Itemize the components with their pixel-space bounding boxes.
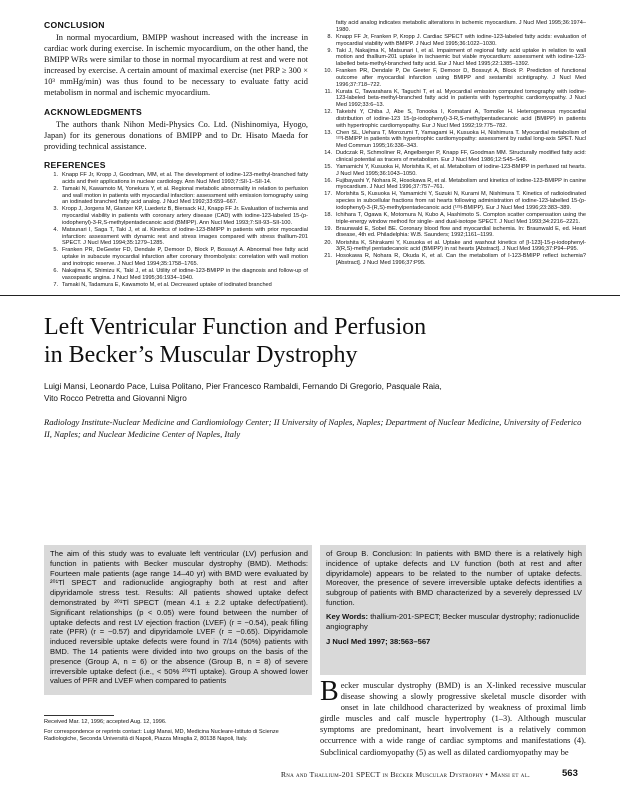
authors-line-2: Vito Rocco Petretta and Giovanni Nigro (44, 393, 187, 403)
page-number: 563 (562, 768, 578, 779)
reference-number: 6. (53, 267, 58, 274)
reference-text: Taki J, Nakajima K, Matsunari I, et al. Impairment of regional fatty acid uptake in relation to wall motion and thallium-201 uptake in ischaemic but viable myocardium: assessment with iodine-123-labelled beta-methyl-branched fatty acid. Eur J Nucl Med 1995;22:1385–1392. (336, 47, 586, 67)
reference-item (318, 34, 586, 47)
reference-number: 19. (324, 225, 332, 232)
reference-text: Tamaki N, Tadamura E, Kawamoto M, et al. Decreased uptake of iodinated branched (62, 281, 272, 288)
reference-number: 15. (324, 163, 332, 170)
reference-item (318, 191, 586, 211)
footnote-rule (44, 715, 114, 716)
reference-text: Knapp FF Jr, Franken P, Kropp J. Cardiac SPECT with iodine-123-labeled fatty acids: evaluation of myocardial viability with BMIPP. J Nucl Med 1995;36:1022–1030. (336, 33, 586, 47)
abstract-text-right: of Group B. Conclusion: In patients with BMD there is a relatively high incidence of uptake defects and LV function (both at rest and after dipyridamole) appears to be related to the number of uptake defects. Moreover, the presence of severe irreversible uptake defects identifies a subgroup of patients with BMD characterized by a severely depressed LV function. (326, 549, 582, 607)
authors-line-1: Luigi Mansi, Leonardo Pace, Luisa Politano, Pier Francesco Rambaldi, Fernando Di Gregorio, Pasquale Raia, (44, 382, 442, 391)
right-column (318, 20, 586, 267)
abstract-box-right (320, 545, 586, 675)
reference-item (318, 68, 586, 88)
reference-number: 10. (324, 68, 332, 75)
reference-number (318, 20, 336, 33)
reference-number: 17. (324, 191, 332, 198)
reference-number: 11. (324, 88, 332, 95)
reference-number: 20. (324, 239, 332, 246)
reference-number: 9. (327, 47, 332, 54)
author-list (44, 381, 584, 404)
reference-number: 3. (53, 206, 58, 213)
reference-text: Takeishi Y, Chiba J, Abe S, Tonooka I, Komatani A, Tomoike H. Heterogeneous myocardial distribution of iodine-123 15-(p-iodophenyl)-3-R,S-methylpentadecanoic acid (BMIPP) in patients with hypertrophic cardiomyopathy. Eur J Nucl Med 1992;19:775–782. (336, 109, 586, 129)
acknowledgments-heading: ACKNOWLEDGMENTS (44, 107, 143, 117)
references-list-left (44, 172, 308, 288)
reference-number: 16. (324, 177, 332, 184)
reference-item (318, 253, 586, 266)
keywords-text: thallium-201-SPECT; Becker muscular dystrophy; radionuclide angiography (326, 611, 580, 631)
title-line-2: in Becker’s Muscular Dystrophy (44, 342, 358, 368)
reference-number: 5. (53, 247, 58, 254)
received-dates: Received Mar. 12, 1996; accepted Aug. 12, 1996. (44, 719, 167, 725)
acknowledgments-text: The authors thank Nihon Medi-Physics Co. Ltd. (Nishinomiya, Hyogo, Japan) for its generous donations of BMIPP and to Dr. Hisato Maeda for providing technical assistance. (44, 120, 308, 151)
keywords-label: Key Words: (326, 611, 369, 621)
reference-text: Braunwald E, Sobel BE. Coronary blood flow and myocardial ischemia. In: Braunwald E, ed. Heart disease, 4th ed. Philadelphia: W.B. Saunders; 1992;1161–1199. (336, 225, 586, 239)
reference-item (44, 206, 308, 226)
abstract-text-left: The aim of this study was to evaluate left ventricular (LV) perfusion and function in patients with Becker muscular dystrophy (BMD). Methods: Fourteen male patients (age range 14–40 yr) with BMD were evaluated by ²⁰¹Tl SPECT and radionuclide angiography both at rest and after dipyridamole stress test. Results: All patients showed uptake defect demonstrated by ²⁰¹Tl SPECT (mean 4.1 ± 2.2 uptake defect/patient). Significant relationships (p < 0.05) were found between the number of uptake defects and rest LV ejection fraction (LVEF) (r = −0.54), peak filling rate (PFR) (r = −0.57) and dipyridamole LVEF (r = −0.65). Dipyridamole induced reversible uptake defects were found in 7/14 (50%) patients with BMD. The 14 patients were divided into two groups on the basis of the presence (Group A, n = 6) or the absence (Group B, n = 8) of severe irreversible uptake defect (i.e., < 50% ²⁰¹Tl uptake). Group A showed lower values of PFR and LVEF when compared to patients (50, 549, 308, 686)
reference-text: Franken PR, DeGeeter FD, Dendale P, Demoor D, Block P, Bossuyt A. Abnormal free fatty acid uptake in subacute myocardial infarction after coronary thrombolysis: correlation with wall motion and inotropic reserve. J Nucl Med 1994;35:1758–1765. (62, 247, 308, 267)
reference-item (318, 240, 586, 253)
reference-item (44, 282, 308, 289)
reference-text: Ichihara T, Ogawa K, Motomura N, Kubo A, Hashimoto S. Compton scatter compensation using the triple-energy window method for single- and dual-isotope SPECT. J Nucl Med 1993;34:2216–2221. (336, 211, 586, 225)
reference-number: 21. (324, 253, 332, 260)
journal-citation: J Nucl Med 1997; 38:563–567 (326, 637, 431, 647)
conclusion-heading: CONCLUSION (44, 20, 105, 30)
footnote (44, 719, 306, 742)
reference-number: 1. (53, 172, 58, 178)
introduction-paragraph (320, 676, 586, 758)
reference-number: 18. (324, 211, 332, 218)
reference-text: Matsunari I, Saga T, Taki J, et al. Kinetics of iodine-123-BMIPP in patients with prior myocardial infarction: assessment with dynamic rest and stress images compared with stress thallium-201 SPECT. J Nucl Med 1994;35:1279–1285. (62, 226, 308, 247)
reference-text: Chen SL, Uehara T, Morozumi T, Yamagami H, Kusuoka H, Nishimura T. Myocardial metabolism of ¹²³I-BMIPP in patients with hypertrophic cardiomyopathy: assessment by radial long-axis SPET. Nucl Med Commun 1995;16:336–343. (336, 129, 586, 149)
reference-item (318, 212, 586, 225)
reference-text: Dudczak R, Schmoliner R, Angelberger P, Knapp FF, Goodman MM. Structurally modified fatty acid: clinical potential as tracers of metabolism. Eur J Nucl Med 1986;12:S45–S48. (336, 150, 586, 163)
introduction-text: ecker muscular dystrophy (BMD) is an X-linked recessive muscular disease showing a slowly progressive skeletal muscle disorder with onset in late childhood characterized by weakness of proximal limb girdle muscles and calf muscle hypertrophy (1–3). Although muscular symptoms are predominant, heart involvement is a relatively common occurrence with a wide range of cardiac symptoms and manifestations (4). Subclinical cardiomyopathy (5) as well as dilated cardiomyopathy may be (320, 681, 586, 757)
reference-item (318, 130, 586, 150)
reference-text: Kropp J, Jorgens M, Glanzer KP, Luederiz B, Biersack HJ, Knapp FF Jr. Evaluation of ischemia and myocardial viability in patients with coronary artery disease (CAD) with iodine-123-labeled 15-(p-iodophenyl)-3-R,S-methylpentadecanoic acid (BMIPP). Ann Nucl Med 1993;7:SII-93–SII-100. (62, 206, 308, 226)
reference-item (318, 20, 586, 33)
reference-item (318, 178, 586, 191)
reference-text: Tamaki N, Kawamoto M, Yonekura Y, et al. Regional metabolic abnormality in relation to perfusion and wall motion in patients with myocardial infarction: assessment with emission tomography using an iodinated branched fatty acid analog. J Nucl Med 1992;33:659–667. (62, 185, 308, 206)
reference-item (318, 164, 586, 177)
reference-item (44, 268, 308, 281)
reference-number: 2. (53, 185, 58, 192)
reference-item (318, 150, 586, 163)
reference-number: 4. (53, 226, 58, 233)
reference-text: Knapp FF Jr, Kropp J, Goodman, MM, et al. The development of iodine-123-methyl-branched fatty acids and their applications in nuclear cardiology. Ann Nucl Med 1993;7:SII-1–SII-14. (62, 172, 308, 185)
reference-text: Hosokawa R, Nohara R, Okuda K, et al. Can the metabolism of I-123-BMIPP reflect ischemia? [Abstract]. J Nucl Med 1996;37:P95. (336, 253, 586, 267)
keywords (326, 612, 582, 632)
title-line-1: Left Ventricular Function and Perfusion (44, 314, 427, 340)
reference-text: fatty acid analog indicates metabolic alterations in ischemic myocardium. J Nucl Med 1995;36:1974–1980. (336, 20, 586, 33)
section-divider (0, 295, 620, 296)
reference-text: Fujibayashi Y, Nohara R, Hosokawa R, et al. Metabolism and kinetics of iodine-123-BMIPP in canine myocardium. J Nucl Med 1996;37:757–761. (336, 177, 586, 191)
reference-item (44, 247, 308, 267)
reference-number: 8. (327, 33, 332, 40)
reference-item (318, 89, 586, 109)
reference-text: Franken PR, Dendale P, De Geeter F, Demoor D, Bossuyt A, Block P. Prediction of functional outcome after myocardial infarction using BMIPP and sestamibi scintigraphy. J Nucl Med 1996;37:718–722. (336, 68, 586, 88)
reference-item (318, 226, 586, 239)
reference-text: Kurata C, Tawarahara K, Taguchi T, et al. Myocardial emission computed tomography with iodine-123-labeled beta-methyl-branched fatty acid in patients with hypertrophic cardiomyopathy. J Nucl Med 1992;33:6–13. (336, 88, 586, 108)
reference-text: Morishita S, Kusuoka H, Yamamichi Y, Suzuki N, Kurami M, Nishimura T. Kinetics of radioiodinated species in subcellular fractions from rat hearts following administration of iodine-123-labelled 15-(p-iodophenyl)-3-(R,S)-methylpentadecanoic acid (¹²³I-BMIPP). Eur J Nucl Med 1996;23:383–389. (336, 191, 586, 211)
reference-number: 13. (324, 129, 332, 136)
references-list-right (318, 20, 586, 267)
reference-text: Morishita K, Shirakami Y, Kusuoka et al. Uptake and washout kinetics of [I-123]-15-p-iodophenyl-3(R,S)-methyl pentadecanoic acid (BMIPP) in rat hearts [Abstract]. J Nucl Med 1996;37:P94–P95. (336, 239, 586, 253)
reference-number: 14. (324, 150, 332, 157)
correspondence-note: For correspondence or reprints contact: Luigi Mansi, MD, Medicina Nucleare-Istituto di Scienze Radiologiche, Seconda Università di Napoli, Piazza Miraglia 2, 80138 Napoli, Italy. (44, 728, 279, 742)
conclusion-text: In normal myocardium, BMIPP washout increased with the increase in cardiac work during exercise. In ischemic myocardium, on the other hand, the BMIPP WRs were similar to those in normal myocardium at rest and were not increased by exercise. A certain amount of maximal exercise (net PRP ≥ 300 × 10³ mmHg/min) was thus found to be necessary to evaluate fatty acid metabolism in normal and ischemic myocardium. (44, 33, 308, 97)
reference-number: 12. (324, 109, 332, 116)
affiliation: Radiology Institute-Nuclear Medicine and Cardiomiology Center; II University of Naples, Naples; Department of Nuclear Medicine, University of Federico II, Naples; and Nuclear Medicine Center of Naples, Italy (44, 417, 582, 439)
reference-text: Nakajima K, Shimizu K, Taki J, et al. Utility of iodine-123-BMIPP in the diagnosis and follow-up of vasospastic angina. J Nucl Med 1995;36:1934–1940. (62, 267, 308, 281)
reference-item (44, 186, 308, 206)
reference-item (44, 227, 308, 247)
reference-item (44, 172, 308, 185)
article-title (44, 313, 584, 369)
drop-cap: B (320, 676, 339, 707)
reference-number: 7. (53, 281, 58, 288)
reference-item (318, 109, 586, 129)
references-heading: REFERENCES (44, 160, 106, 170)
reference-text: Yamamichi Y, Kusuoka H, Morishita K, et al. Metabolism of iodine-123-BMIPP in perfused rat hearts. J Nucl Med 1995;36:1043–1050. (336, 163, 586, 177)
running-footer: Rna and Thallium-201 SPECT in Becker Muscular Dystrophy • Mansi et al. (280, 770, 530, 779)
left-column (44, 20, 308, 289)
abstract-box-left (44, 545, 312, 695)
reference-item (318, 48, 586, 68)
